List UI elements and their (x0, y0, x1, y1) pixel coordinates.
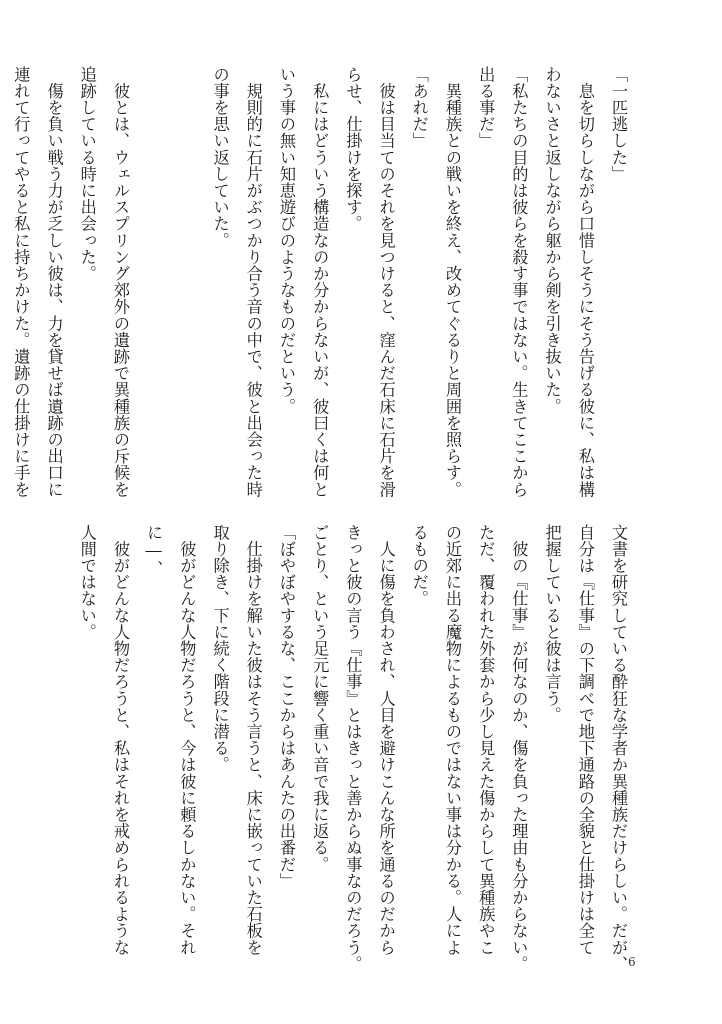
text-line: 人間ではない。 (77, 524, 97, 641)
text-line: 異種族との戦いを終え、改めてぐるりと周囲を照らす。 (442, 66, 462, 498)
text-line: 人に傷を負わされ、人目を避けこんな所を通るのだから (376, 524, 396, 956)
text-line: 「私たちの目的は彼らを殺す事ではない。生きてここから (509, 66, 529, 498)
text-line: わないさと返しながら躯から剣を引き抜いた。 (542, 66, 562, 415)
text-line: 仕掛けを解いた彼はそう言うと、床に嵌っていた石板を (243, 524, 263, 956)
text-line: 傷を負い戦う力が乏しい彼は、力を貸せば遺跡の出口に (44, 66, 64, 498)
text-line (170, 66, 203, 496)
text-line: 取り除き、下に続く階段に潜る。 (210, 524, 230, 773)
text-line: 自分は『仕事』の下調べで地下通路の全貌と仕掛けは全て (575, 524, 595, 956)
text-line (137, 66, 170, 496)
text-line: に―、 (144, 524, 164, 577)
text-line: 連れて行ってやると私に持ちかけた。遺跡の仕掛けに手を (11, 66, 31, 498)
text-block-top (11, 66, 635, 498)
page-number: 6 (628, 955, 636, 969)
text-line (4, 524, 37, 954)
text-line: 息を切らしながら口惜しそうにそう告げる彼に、私は構 (575, 66, 595, 498)
text-line: の事を思い返していた。 (210, 66, 230, 249)
text-line: 彼の『仕事』が何なのか、傷を負った理由も分からない。 (509, 524, 529, 973)
text-line: らせ、仕掛けを探す。 (343, 66, 363, 232)
text-line: 「あれだ」 (409, 66, 429, 149)
text-line: 追跡している時に出会った。 (77, 66, 97, 282)
text-line: 彼は目当てのそれを見つけると、窪んだ石床に石片を滑 (376, 66, 396, 498)
text-line: 彼とは、ウェルスプリング郊外の遺跡で異種族の斥候を (110, 66, 130, 498)
text-line: ただ、覆われた外套から少し見えた傷からして異種族やこ (476, 524, 496, 956)
text-line: 彼がどんな人物だろうと、今は彼に頼るしかない。それ (177, 524, 197, 956)
text-line: いう事の無い知恵遊びのようなものだという。 (276, 66, 296, 415)
text-line: の近郊に出る魔物によるものではない事は分かる。人によ (442, 524, 462, 956)
text-line: きっと彼の言う『仕事』とはきっと善からぬ事なのだろう。 (343, 524, 363, 973)
text-block-bottom (77, 524, 635, 973)
text-line: ごとり、という足元に響く重い音で我に返る。 (310, 524, 330, 873)
text-line: 「一匹逃した」 (609, 66, 628, 183)
text-line (37, 524, 70, 954)
text-line: 把握していると彼は言う。 (542, 524, 562, 724)
text-line: 彼がどんな人物だろうと、私はそれを戒められるような (110, 524, 130, 956)
text-line: るものだ。 (409, 524, 429, 607)
text-line: 出る事だ」 (476, 66, 496, 149)
text-line: 「ぼやぼやするな、ここからはあんたの出番だ」 (276, 524, 296, 890)
text-line: 規則的に石片がぶつかり合う音の中で、彼と出会った時 (243, 66, 263, 498)
text-line (0, 524, 4, 954)
text-line: 私にはどういう構造なのか分からないが、彼曰くは何と (310, 66, 330, 498)
text-line: 文書を研究している酔狂な学者か異種族だけらしい。だが、 (609, 524, 628, 973)
